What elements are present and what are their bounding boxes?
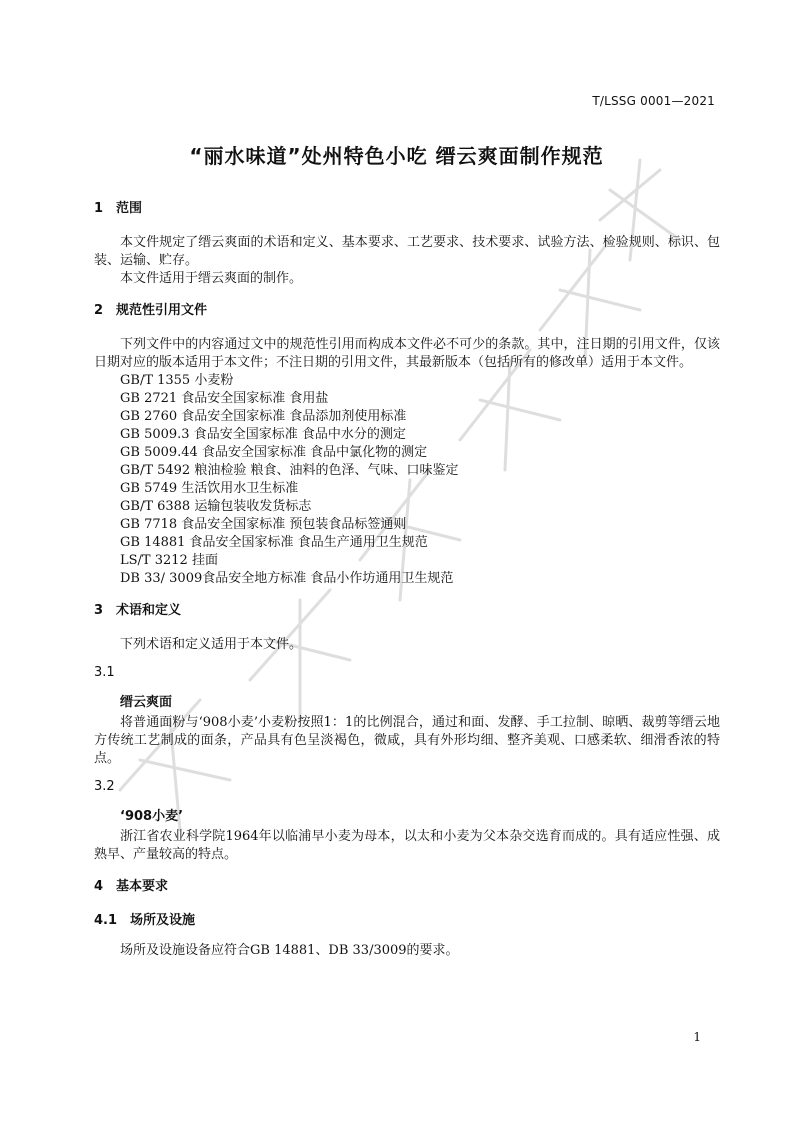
- reference-item: GB/T 6388 运输包装收发货标志: [120, 499, 312, 514]
- term-definition: 浙江省农业科学院1964年以临浦早小麦为母本，以太和小麦为父本杂交选育而成的。具有适应性强、成熟早、产量较高的特点。: [94, 829, 720, 862]
- subsection-number: 4.1: [94, 913, 118, 928]
- section-number: 4: [94, 879, 104, 894]
- reference-item: GB/T 1355 小麦粉: [120, 373, 234, 388]
- document-code: T/LSSG 0001—2021: [592, 94, 715, 108]
- section-title: 术语和定义: [116, 603, 182, 618]
- term-name: 缙云爽面: [120, 695, 173, 710]
- reference-list: [94, 372, 720, 588]
- term-number: 3.2: [94, 779, 115, 794]
- section-number: 2: [94, 303, 104, 318]
- section-heading-terms: [94, 602, 720, 622]
- subsection-heading-site-facilities: [94, 912, 720, 932]
- paragraph: 场所及设施设备应符合GB 14881、DB 33/3009的要求。: [120, 943, 459, 958]
- reference-item: GB 5749 生活饮用水卫生标准: [120, 481, 299, 496]
- document-title: “丽水味道”处州特色小吃 缙云爽面制作规范: [189, 144, 604, 168]
- reference-item: GB 14881 食品安全国家标准 食品生产通用卫生规范: [120, 535, 428, 550]
- reference-item: LS/T 3212 挂面: [120, 553, 218, 568]
- paragraph: 本文件规定了缙云爽面的术语和定义、基本要求、工艺要求、技术要求、试验方法、检验规则、标识、包装、运输、贮存。: [94, 235, 720, 268]
- term-number: 3.1: [94, 665, 115, 680]
- document-body: [94, 200, 720, 960]
- page-number: 1: [693, 1030, 701, 1044]
- section-number: 1: [94, 201, 104, 216]
- reference-item: GB 7718 食品安全国家标准 预包装食品标签通则: [120, 517, 407, 532]
- section-title: 规范性引用文件: [116, 303, 208, 318]
- section-heading-basic-requirements: [94, 878, 720, 898]
- subsection-title: 场所及设施: [130, 913, 196, 928]
- term-definition: 将普通面粉与‘908小麦’小麦粉按照1：1的比例混合，通过和面、发酵、手工拉制、晾晒、裁剪等缙云地方传统工艺制成的面条，产品具有色呈淡褐色，微咸，具有外形均细、整齐美观、口感柔软、细滑香浓的特点。: [94, 715, 720, 766]
- reference-item: GB 5009.3 食品安全国家标准 食品中水分的测定: [120, 427, 406, 442]
- reference-item: GB 2721 食品安全国家标准 食用盐: [120, 391, 329, 406]
- paragraph: 下列文件中的内容通过文中的规范性引用而构成本文件必不可少的条款。其中，注日期的引用文件，仅该日期对应的版本适用于本文件；不注日期的引用文件，其最新版本（包括所有的修改单）适用于本文件。: [94, 337, 720, 370]
- section-heading-scope: [94, 200, 720, 220]
- paragraph: 下列术语和定义适用于本文件。: [120, 637, 303, 652]
- reference-item: DB 33/ 3009食品安全地方标准 食品小作坊通用卫生规范: [120, 571, 454, 586]
- reference-item: GB 2760 食品安全国家标准 食品添加剂使用标准: [120, 409, 407, 424]
- section-heading-normative-references: [94, 302, 720, 322]
- section-number: 3: [94, 603, 104, 618]
- reference-item: GB/T 5492 粮油检验 粮食、油料的色泽、气味、口味鉴定: [120, 463, 459, 478]
- section-title: 基本要求: [116, 879, 169, 894]
- term-name: ‘908小麦’: [120, 809, 184, 824]
- reference-item: GB 5009.44 食品安全国家标准 食品中氯化物的测定: [120, 445, 428, 460]
- paragraph: 本文件适用于缙云爽面的制作。: [120, 271, 303, 286]
- section-title: 范围: [116, 201, 143, 216]
